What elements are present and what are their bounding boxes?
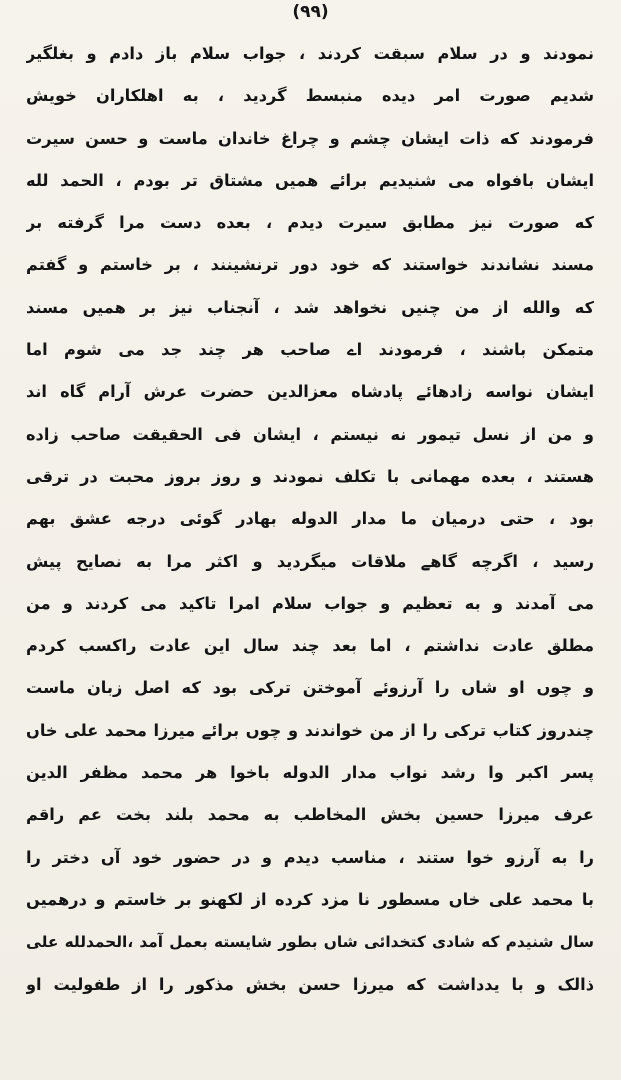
text-line: که صورت نیز مطابق سیرت دیدم ، بعده دست مرا گرفته بر [26,213,594,233]
text-line: شدیم صورت امر دیده منبسط گردید ، به اهلکاران خویش [26,86,594,106]
page-number: (۹۹) [292,2,329,22]
text-line: بود ، حتی درمیان ما مدار الدوله بهادر گوئی درجه عشق بهم [26,509,594,529]
text-line: ایشان نواسه زادهائے پادشاه معزالدین حضرت عرش آرام گاه اند [26,382,594,402]
text-line: که والله از من چنیں نخواهد شد ، آنجناب نیز بر همیں مسند [26,297,594,317]
text-line: می آمدند و به تعظیم و جواب سلام امرا تاکید می کردند و من [26,593,594,613]
text-line: مسند نشاندند خواستند که خود دور ترنشینند ، بر خاستم و گفتم [26,255,594,275]
text-line: و من از نسل تیمور نه نیستم ، ایشان فی الحقیقت صاحب زاده [26,424,594,444]
text-line: مطلق عادت نداشتم ، اما بعد چند سال این عادت راکسب کردم [26,636,594,656]
text-line: چندروز کتاب ترکی را از من خواندند و چوں برائے میرزا محمد علی خاں [26,720,594,740]
text-line: متمکن باشند ، فرمودند اے صاحب هر چند جد می شوم اما [26,340,594,360]
text-line: نمودند و در سلام سبقت کردند ، جواب سلام باز دادم و بغلگیر [26,44,594,63]
text-line: رسید ، اگرچه گاهے ملاقات میگردید و اکثر مرا به نصایح پیش [26,551,594,571]
text-line: هستند ، بعده مهمانی با تکلف نمودند و روز بروز محبت در ترقی [26,466,594,486]
text-line: با محمد علی خاں مسطور نا مزد کرده از لکهنو بر خاستم و درهمیں [26,889,594,909]
text-body [26,33,594,1006]
text-line: و چوں او شاں را آرزوئے آموختن ترکی بود که اصل زبان ماست [26,678,594,698]
text-line: ذالک و با یدداشت که میرزا حسن بخش مذکور را از طفولیت او [26,974,594,994]
text-line: فرمودند که ذات ایشان چشم و چراغ خاندان ماست و حسن سیرت [26,128,594,148]
text-line: ایشان بافواه می شنیدیم برائے همیں مشتاق تر بودم ، الحمد لله [26,170,594,190]
text-line: عرف میرزا حسین بخش المخاطب به محمد بلند بخت عم راقم [26,805,594,825]
text-line: پسر اکبر وا رشد نواب مدار الدوله باخوا هر محمد مظفر الدین [26,763,594,783]
text-line: سال شنیدم که شادی کتخدائی شاں بطور شایسته بعمل آمد ،الحمدلله علی [26,933,594,952]
text-line: را به آرزو خوا ستند ، مناسب دیدم و در حضور خود آں دختر را [26,847,594,867]
